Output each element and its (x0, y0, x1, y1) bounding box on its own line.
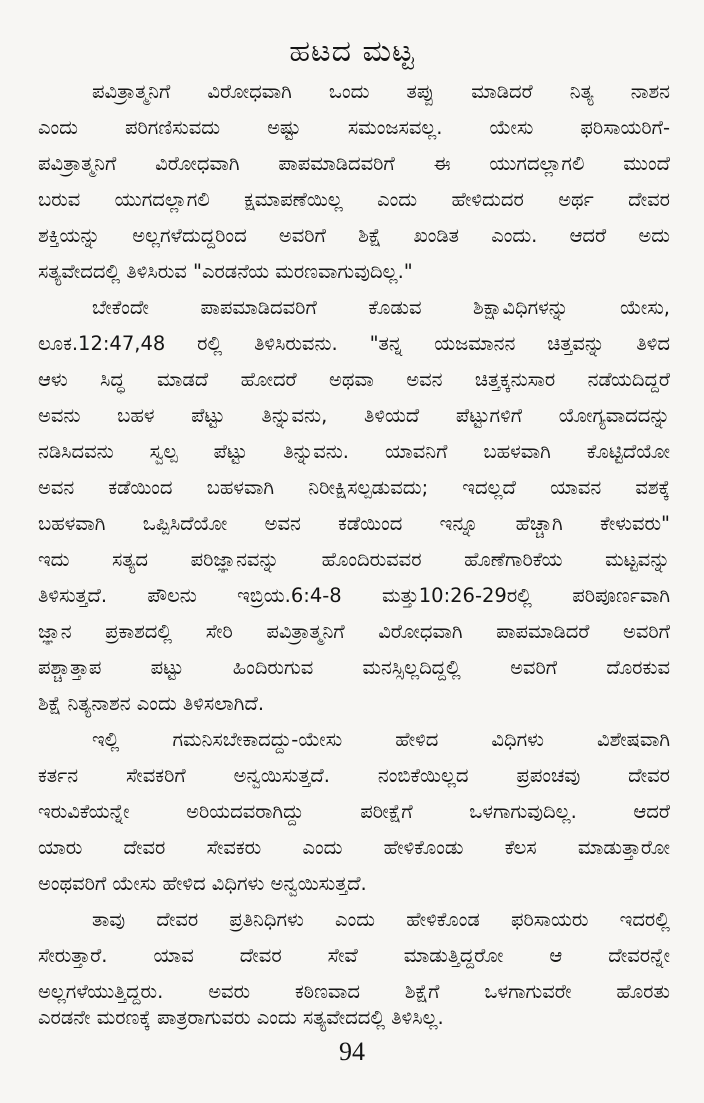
text-line: ಇಲ್ಲಿ ಗಮನಿಸಬೇಕಾದದ್ದು-ಯೇಸು ಹೇಳಿದ ವಿಧಿಗಳು ವಿಶೇಷವಾಗಿ (92, 728, 670, 751)
text-line: ಸತ್ಯವೇದದಲ್ಲಿ ತಿಳಿಸಿರುವ "ಎರಡನೆಯ ಮರಣವಾಗುವುದಿಲ್ಲ." (38, 260, 413, 283)
text-line: ಶಿಕ್ಷೆ ನಿತ್ಯನಾಶನ ಎಂದು ತಿಳಿಸಲಾಗಿದೆ. (38, 692, 265, 715)
text-line: ಜ್ಞಾನ ಪ್ರಕಾಶದಲ್ಲಿ ಸೇರಿ ಪವಿತ್ರಾತ್ಮನಿಗೆ ವಿರೋಧವಾಗಿ ಪಾಪಮಾಡಿದರೆ ಅವರಿಗೆ (38, 620, 670, 643)
text-line: ಬೇಕೆಂದೇ ಪಾಪಮಾಡಿದವರಿಗೆ ಕೊಡುವ ಶಿಕ್ಷಾವಿಧಿಗಳನ್ನು ಯೇಸು, (92, 296, 670, 319)
text-line: ಇರುವಿಕೆಯನ್ನೇ ಅರಿಯದವರಾಗಿದ್ದು ಪರೀಕ್ಷೆಗೆ ಒಳಗಾಗುವುದಿಲ್ಲ. ಆದರೆ (38, 800, 670, 823)
text-line: ಯಾರು ದೇವರ ಸೇವಕರು ಎಂದು ಹೇಳಿಕೊಂಡು ಕೆಲಸ ಮಾಡುತ್ತಾರೋ (38, 836, 670, 859)
text-line: ಲೂಕ.12:47,48 ರಲ್ಲಿ ತಿಳಿಸಿರುವನು. "ತನ್ನ ಯಜಮಾನನ ಚಿತ್ತವನ್ನು ತಿಳಿದ (38, 332, 670, 355)
text-line: ಆಳು ಸಿದ್ಧ ಮಾಡದೆ ಹೋದರೆ ಅಥವಾ ಅವನ ಚಿತ್ತಕ್ಕನುಸಾರ ನಡೆಯದಿದ್ದರೆ (38, 368, 670, 391)
text-line: ಅಲ್ಲಗಳೆಯುತ್ತಿದ್ದರು. ಅವರು ಕಠಿಣವಾದ ಶಿಕ್ಷೆಗೆ ಒಳಗಾಗುವರೇ ಹೊರತು (38, 980, 670, 1003)
text-line: ಶಕ್ತಿಯನ್ನು ಅಲ್ಲಗಳೆದುದ್ದರಿಂದ ಅವರಿಗೆ ಶಿಕ್ಷೆ ಖಂಡಿತ ಎಂದು. ಆದರೆ ಅದು (38, 224, 670, 247)
text-line: ಬಹಳವಾಗಿ ಒಪ್ಪಿಸಿದೆಯೋ ಅವನ ಕಡೆಯಿಂದ ಇನ್ನೂ ಹೆಚ್ಚಾಗಿ ಕೇಳುವರು" (38, 512, 670, 535)
text-line: ಅವನ ಕಡೆಯಿಂದ ಬಹಳವಾಗಿ ನಿರೀಕ್ಷಿಸಲ್ಪಡುವದು; ಇದಲ್ಲದೆ ಯಾವನ ವಶಕ್ಕೆ (38, 476, 670, 499)
page-title: ಹಟದ ಮಟ್ಟ (289, 34, 415, 69)
text-line: ತಿಳಿಸುತ್ತದೆ. ಪೌಲನು ಇಬ್ರಿಯ.6:4-8 ಮತ್ತು10:26-29ರಲ್ಲಿ ಪರಿಪೂರ್ಣವಾಗಿ (38, 584, 670, 607)
text-line: ಎರಡನೇ ಮರಣಕ್ಕೆ ಪಾತ್ರರಾಗುವರು ಎಂದು ಸತ್ಯವೇದದಲ್ಲಿ ತಿಳಿಸಿಲ್ಲ. (38, 1006, 444, 1029)
text-line: ಪಶ್ಚಾತ್ತಾಪ ಪಟ್ಟು ಹಿಂದಿರುಗುವ ಮನಸ್ಸಿಲ್ಲದಿದ್ದಲ್ಲಿ ಅವರಿಗೆ ದೊರಕುವ (38, 656, 670, 679)
page-number: 94 (339, 1037, 365, 1066)
text-line: ಬರುವ ಯುಗದಲ್ಲಾಗಲಿ ಕ್ಷಮಾಪಣೆಯಿಲ್ಲ ಎಂದು ಹೇಳಿದುದರ ಅರ್ಥ ದೇವರ (38, 188, 670, 211)
text-line: ಅಂಥವರಿಗೆ ಯೇಸು ಹೇಳಿದ ವಿಧಿಗಳು ಅನ್ವಯಿಸುತ್ತದೆ. (38, 872, 367, 895)
text-line: ಪವಿತ್ರಾತ್ಮನಿಗೆ ವಿರೋಧವಾಗಿ ಒಂದು ತಪ್ಪು ಮಾಡಿದರೆ ನಿತ್ಯ ನಾಶನ (92, 80, 670, 103)
text-line: ಪವಿತ್ರಾತ್ಮನಿಗೆ ವಿರೋಧವಾಗಿ ಪಾಪಮಾಡಿದವರಿಗೆ ಈ ಯುಗದಲ್ಲಾಗಲಿ ಮುಂದೆ (38, 152, 670, 175)
text-line: ಕರ್ತನ ಸೇವಕರಿಗೆ ಅನ್ವಯಿಸುತ್ತದೆ. ನಂಬಿಕೆಯಿಲ್ಲದ ಪ್ರಪಂಚವು ದೇವರ (38, 764, 670, 787)
text-line: ಅವನು ಬಹಳ ಪೆಟ್ಟು ತಿನ್ನುವನು, ತಿಳಿಯದೆ ಪೆಟ್ಟುಗಳಿಗೆ ಯೋಗ್ಯವಾದದನ್ನು (38, 404, 670, 427)
text-line: ನಡಿಸಿದವನು ಸ್ವಲ್ಪ ಪೆಟ್ಟು ತಿನ್ನುವನು. ಯಾವನಿಗೆ ಬಹಳವಾಗಿ ಕೊಟ್ಟಿದೆಯೋ (38, 440, 670, 463)
text-line: ಎಂದು ಪರಿಗಣಿಸುವದು ಅಷ್ಟು ಸಮಂಜಸವಲ್ಲ. ಯೇಸು ಫರಿಸಾಯರಿಗೆ- (38, 116, 670, 139)
text-line: ತಾವು ದೇವರ ಪ್ರತಿನಿಧಿಗಳು ಎಂದು ಹೇಳಿಕೊಂಡ ಫರಿಸಾಯರು ಇದರಲ್ಲಿ (92, 908, 670, 931)
text-line: ಇದು ಸತ್ಯದ ಪರಿಜ್ಞಾನವನ್ನು ಹೊಂದಿರುವವರ ಹೊಣೆಗಾರಿಕೆಯ ಮಟ್ಟವನ್ನು (38, 548, 670, 571)
text-line: ಸೇರುತ್ತಾರೆ. ಯಾವ ದೇವರ ಸೇವೆ ಮಾಡುತ್ತಿದ್ದರೋ ಆ ದೇವರನ್ನೇ (38, 944, 670, 967)
